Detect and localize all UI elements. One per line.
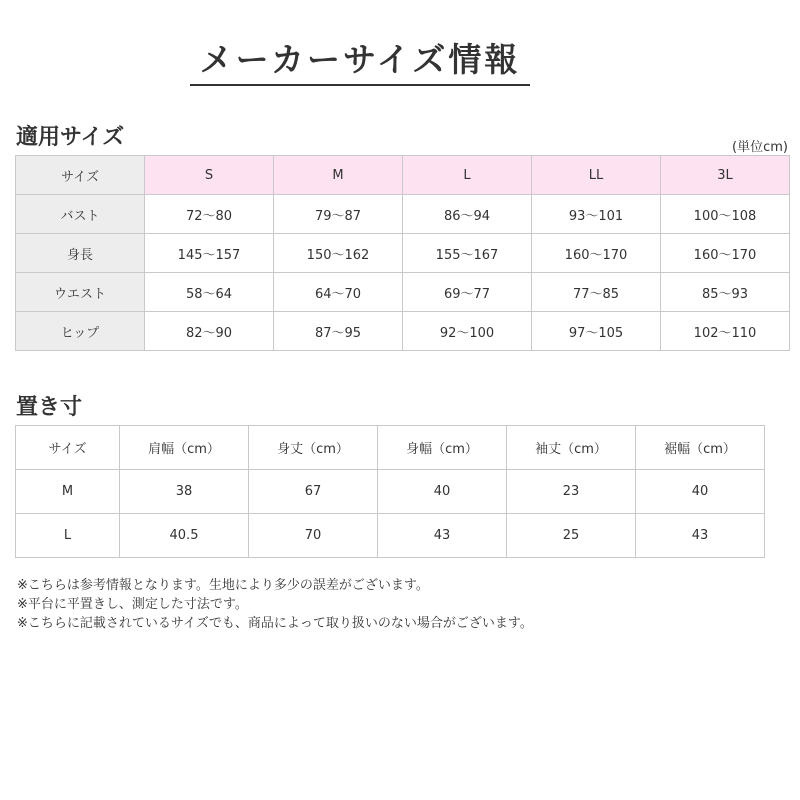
- table-row: [16, 234, 790, 273]
- table-cell: 25: [507, 514, 636, 558]
- table-row: [16, 195, 790, 234]
- notes: [17, 576, 533, 633]
- table-cell: 85〜93: [661, 273, 790, 312]
- table-cell: 87〜95: [274, 312, 403, 351]
- row-label-m: M: [16, 470, 120, 514]
- unit-note: (単位cm): [732, 140, 788, 155]
- table-cell: 93〜101: [532, 195, 661, 234]
- table-cell: 70: [249, 514, 378, 558]
- measure-header-hem: 裾幅（cm）: [636, 426, 765, 470]
- table-cell: 40.5: [120, 514, 249, 558]
- table-cell: 72〜80: [145, 195, 274, 234]
- table-cell: 69〜77: [403, 273, 532, 312]
- note-line: ※こちらに記載されているサイズでも、商品によって取り扱いのない場合がございます。: [17, 616, 533, 631]
- size-header-3l: 3L: [661, 156, 790, 195]
- note-line: ※こちらは参考情報となります。生地により多少の誤差がございます。: [17, 578, 429, 593]
- table-cell: 67: [249, 470, 378, 514]
- note-line: ※平台に平置きし、測定した寸法です。: [17, 597, 248, 612]
- table-cell: 43: [378, 514, 507, 558]
- size-header-label: サイズ: [16, 156, 145, 195]
- row-label-waist: ウエスト: [16, 273, 145, 312]
- table-cell: 97〜105: [532, 312, 661, 351]
- table-row: [16, 273, 790, 312]
- size-section-heading: 適用サイズ: [16, 125, 125, 150]
- measure-header-width: 身幅（cm）: [378, 426, 507, 470]
- measure-header-size: サイズ: [16, 426, 120, 470]
- measure-header-length: 身丈（cm）: [249, 426, 378, 470]
- table-cell: 40: [636, 470, 765, 514]
- table-row: [16, 470, 765, 514]
- measure-section-heading: 置き寸: [16, 395, 83, 420]
- table-cell: 38: [120, 470, 249, 514]
- size-table: [15, 155, 790, 351]
- size-header-s: S: [145, 156, 274, 195]
- table-cell: 58〜64: [145, 273, 274, 312]
- table-cell: 155〜167: [403, 234, 532, 273]
- measurement-table: [15, 425, 765, 558]
- table-cell: 79〜87: [274, 195, 403, 234]
- table-cell: 160〜170: [661, 234, 790, 273]
- table-cell: 64〜70: [274, 273, 403, 312]
- size-header-ll: LL: [532, 156, 661, 195]
- table-cell: 40: [378, 470, 507, 514]
- row-label-l: L: [16, 514, 120, 558]
- table-cell: 43: [636, 514, 765, 558]
- size-table-header-row: [16, 156, 790, 195]
- table-cell: 102〜110: [661, 312, 790, 351]
- page-title: メーカーサイズ情報: [199, 40, 521, 79]
- table-cell: 92〜100: [403, 312, 532, 351]
- table-cell: 145〜157: [145, 234, 274, 273]
- table-cell: 82〜90: [145, 312, 274, 351]
- measure-header-shoulder: 肩幅（cm）: [120, 426, 249, 470]
- table-cell: 100〜108: [661, 195, 790, 234]
- table-cell: 86〜94: [403, 195, 532, 234]
- table-cell: 77〜85: [532, 273, 661, 312]
- size-header-m: M: [274, 156, 403, 195]
- table-row: [16, 514, 765, 558]
- measure-table-header-row: [16, 426, 765, 470]
- measure-header-sleeve: 袖丈（cm）: [507, 426, 636, 470]
- row-label-height: 身長: [16, 234, 145, 273]
- title-underline: [190, 84, 530, 86]
- size-header-l: L: [403, 156, 532, 195]
- table-cell: 23: [507, 470, 636, 514]
- row-label-bust: バスト: [16, 195, 145, 234]
- table-row: [16, 312, 790, 351]
- row-label-hip: ヒップ: [16, 312, 145, 351]
- table-cell: 160〜170: [532, 234, 661, 273]
- table-cell: 150〜162: [274, 234, 403, 273]
